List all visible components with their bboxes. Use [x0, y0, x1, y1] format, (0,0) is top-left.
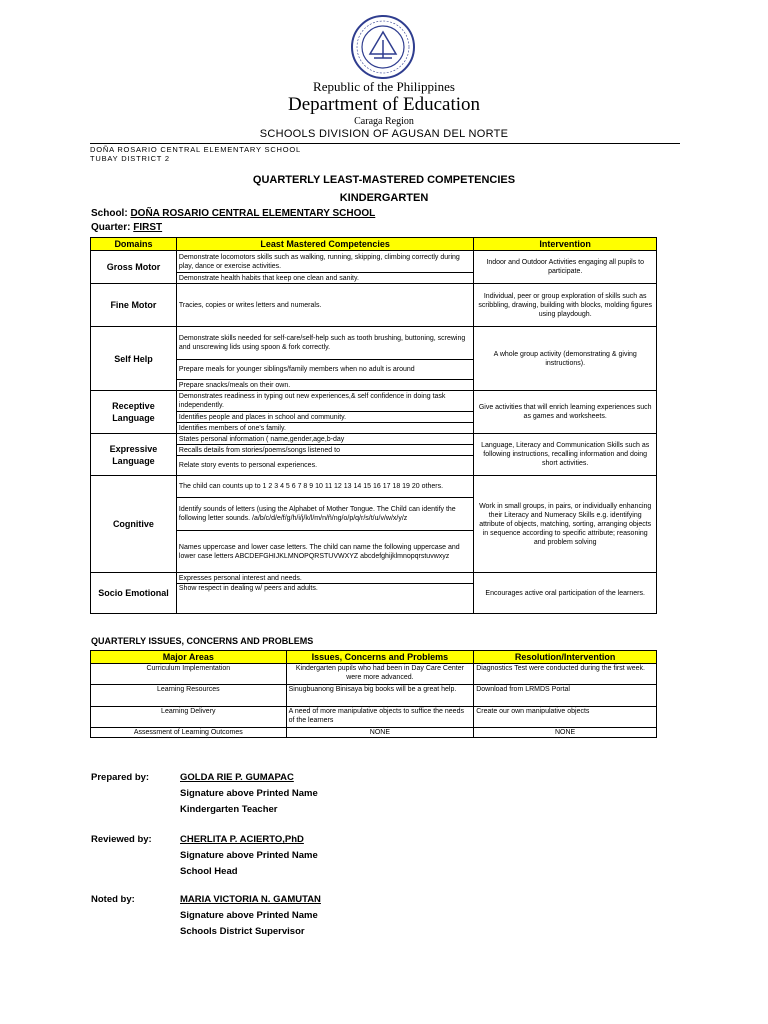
competency-cell: Prepare snacks/meals on their own. — [176, 380, 473, 391]
area-cell: Learning Resources — [91, 685, 287, 707]
intervention-cell: Indoor and Outdoor Activities engaging all pupils to participate. — [474, 251, 657, 284]
noted-by-name: MARIA VICTORIA N. GAMUTAN — [180, 894, 321, 905]
domain-cell: Self Help — [91, 327, 177, 391]
competency-cell: Relate story events to personal experiences. — [176, 456, 473, 476]
col-intervention: Intervention — [474, 238, 657, 251]
prepared-by-name: GOLDA RIE P. GUMAPAC — [180, 772, 294, 783]
competency-cell: Tracies, copies or writes letters and numerals. — [176, 284, 473, 327]
competency-cell: Demonstrate health habits that keep one clean and sanity. — [176, 273, 473, 284]
competency-cell: The child can counts up to 1 2 3 4 5 6 7 8 9 10 11 12 13 14 15 16 17 18 19 20 others. — [176, 476, 473, 498]
school-label: School: — [91, 208, 128, 219]
signature-caption: Signature above Printed Name — [180, 850, 318, 861]
domain-cell: Expressive Language — [91, 434, 177, 476]
competency-cell: Names uppercase and lower case letters. The child can name the following uppercase and lower case letters ABCDEFGHIJKLMNOPQRSTUVWXYZ abcdefghijklmnopqrstuvwxyz — [176, 531, 473, 573]
competency-cell: Identifies members of one's family. — [176, 423, 473, 434]
col-competencies: Least Mastered Competencies — [176, 238, 473, 251]
department-title: Department of Education — [287, 94, 481, 115]
resolution-cell: Create our own manipulative objects — [474, 707, 657, 728]
noted-by-position: Schools District Supervisor — [180, 926, 305, 937]
prepared-by-label: Prepared by: — [91, 772, 150, 783]
intervention-cell: A whole group activity (demonstrating & giving instructions). — [474, 327, 657, 391]
competency-cell: Expresses personal interest and needs. — [176, 573, 473, 584]
col-major-areas: Major Areas — [91, 651, 287, 664]
intervention-cell: Give activities that will enrich learning experiences such as games and worksheets. — [474, 391, 657, 434]
district-line: TUBAY DISTRICT 2 — [90, 154, 170, 163]
signature-caption: Signature above Printed Name — [180, 910, 318, 921]
resolution-cell: Diagnostics Test were conducted during the first week. — [474, 664, 657, 685]
area-cell: Learning Delivery — [91, 707, 287, 728]
col-domains: Domains — [91, 238, 177, 251]
competency-cell: Show respect in dealing w/ peers and adults. — [176, 584, 473, 614]
school-value: DOÑA ROSARIO CENTRAL ELEMENTARY SCHOOL — [130, 208, 376, 219]
quarter-value: FIRST — [133, 222, 163, 233]
competency-cell: States personal information ( name,gender,age,b-day — [176, 434, 473, 445]
competency-cell: Identify sounds of letters (using the Alphabet of Mother Tongue. The Child can identify the following letter sounds. /a/b/c/d/e/f/g/h/i/j/k/l/m/n/ñ/ng/o/p/q/r/s/t/u/v/w/x/y/z — [176, 498, 473, 531]
area-cell: Curriculum Implementation — [91, 664, 287, 685]
school-address — [90, 145, 301, 163]
reviewed-by-name: CHERLITA P. ACIERTO,PhD — [180, 834, 304, 845]
competency-table — [90, 237, 657, 614]
report-title: QUARTERLY LEAST-MASTERED COMPETENCIES — [252, 174, 516, 186]
quarter-label: Quarter: — [91, 222, 131, 233]
competency-cell: Demonstrate locomotors skills such as walking, running, skipping, climbing correctly during play, dance or exercise activities. — [176, 251, 473, 273]
col-resolution: Resolution/Intervention — [474, 651, 657, 664]
issues-table — [90, 650, 657, 738]
domain-cell: Cognitive — [91, 476, 177, 573]
issues-section-title: QUARTERLY ISSUES, CONCERNS AND PROBLEMS — [91, 636, 314, 646]
issue-cell: NONE — [286, 728, 474, 738]
competency-cell: Prepare meals for younger siblings/family members when no adult is around — [176, 360, 473, 380]
intervention-cell: Individual, peer or group exploration of skills such as scribbling, drawing, building with blocks, molding figures using playdough. — [474, 284, 657, 327]
intervention-cell: Encourages active oral participation of the learners. — [474, 573, 657, 614]
competency-cell: Demonstrates readiness in typing out new experiences,& self confidence in doing task independently. — [176, 391, 473, 412]
reviewed-by-position: School Head — [180, 866, 238, 877]
resolution-cell: NONE — [474, 728, 657, 738]
region-line: Caraga Region — [354, 116, 414, 127]
resolution-cell: Download from LRMDS Portal — [474, 685, 657, 707]
competency-cell: Demonstrate skills needed for self-care/self-help such as tooth brushing, buttoning, screwing and unscrewing lids using spoon & fork correctly. — [176, 327, 473, 360]
school-name-line: DOÑA ROSARIO CENTRAL ELEMENTARY SCHOOL — [90, 145, 301, 154]
issue-cell: A need of more manipulative objects to suffice the needs of the learners — [286, 707, 474, 728]
intervention-cell: Language, Literacy and Communication Skills such as following instructions, recalling information and doing short activities. — [474, 434, 657, 476]
prepared-by-block — [91, 770, 491, 820]
republic-line: Republic of the Philippines — [313, 79, 455, 94]
intervention-cell: Work in small groups, in pairs, or individually enhancing their Literacy and Numeracy Skills e.g. identifying attribute of objects, matching, sorting, arranging objects in sequence according to specific attribute; reasoning and problem solving — [474, 476, 657, 573]
domain-cell: Fine Motor — [91, 284, 177, 327]
division-line: SCHOOLS DIVISION OF AGUSAN DEL NORTE — [259, 128, 509, 140]
grade-title: KINDERGARTEN — [339, 192, 429, 204]
domain-cell: Gross Motor — [91, 251, 177, 284]
col-issues: Issues, Concerns and Problems — [286, 651, 474, 664]
reviewed-by-block — [91, 832, 491, 882]
signature-caption: Signature above Printed Name — [180, 788, 318, 799]
header-divider — [90, 143, 680, 144]
noted-by-label: Noted by: — [91, 894, 135, 905]
school-meta — [91, 208, 375, 219]
competency-cell: Identifies people and places in school and community. — [176, 412, 473, 423]
reviewed-by-label: Reviewed by: — [91, 834, 152, 845]
competency-cell: Recalls details from stories/poems/songs listened to — [176, 445, 473, 456]
prepared-by-position: Kindergarten Teacher — [180, 804, 278, 815]
quarter-meta — [91, 222, 162, 233]
domain-cell: Socio Emotional — [91, 573, 177, 614]
issue-cell: Sinugbuanong Binisaya big books will be a great help. — [286, 685, 474, 707]
issue-cell: Kindergarten pupils who had been in Day Care Center were more advanced. — [286, 664, 474, 685]
deped-seal-logo — [350, 14, 416, 80]
noted-by-block — [91, 892, 491, 942]
area-cell: Assessment of Learning Outcomes — [91, 728, 287, 738]
domain-cell: Receptive Language — [91, 391, 177, 434]
